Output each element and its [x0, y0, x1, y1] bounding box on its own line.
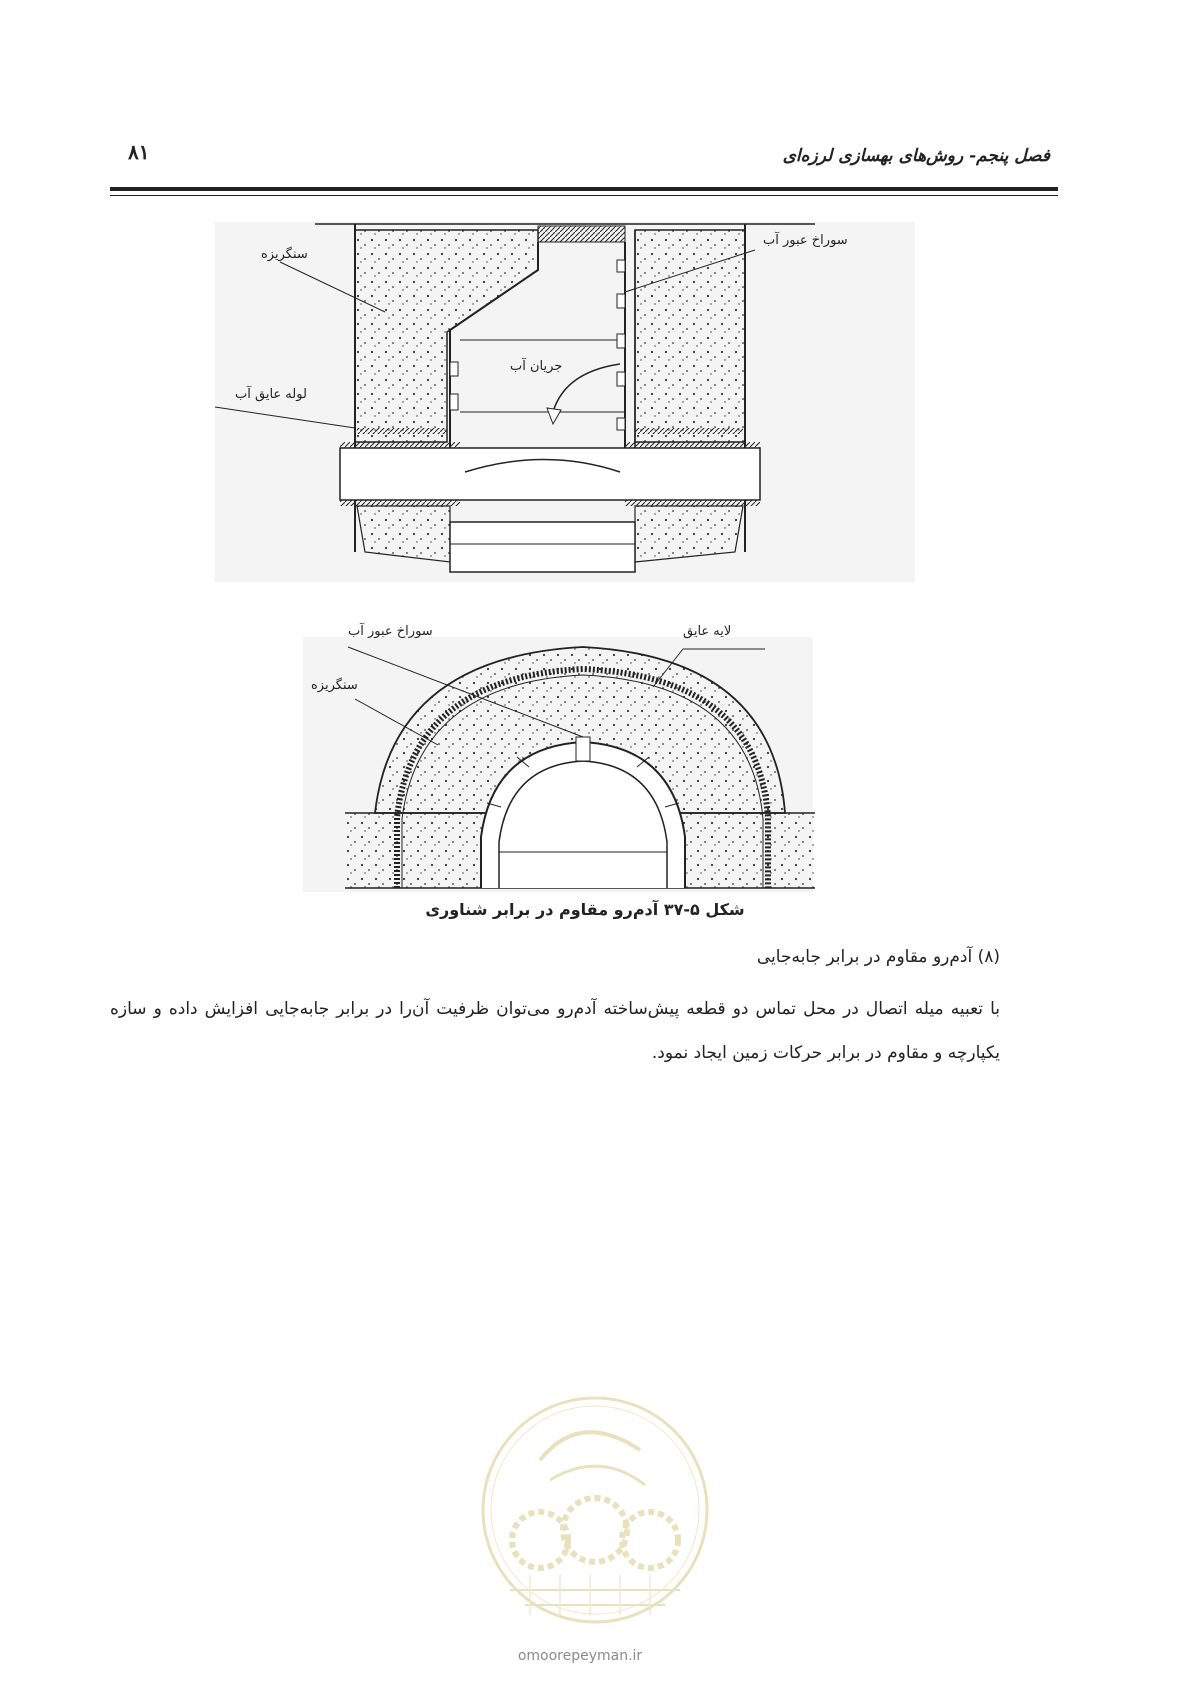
header-rule-thick	[110, 187, 1058, 191]
label-gravel-bottom: سنگریزه	[311, 678, 358, 693]
label-water-hole-bottom: سوراخ عبور آب	[348, 624, 433, 639]
body-paragraph: با تعبیه میله اتصال در محل تماس دو قطعه پیش‌ساخته آدم‌رو می‌توان ظرفیت آن‌را در برابر جابه‌جایی افزایش داده و سازه یکپارچه و مقاوم در برابر حرکات زمین ایجاد نمود.	[110, 999, 1000, 1063]
running-head: فصل پنجم- روش‌های بهسازی لرزه‌ای	[782, 146, 1050, 166]
label-insulating-layer: لایه عایق	[683, 624, 732, 639]
arch-section-figure	[303, 624, 863, 899]
label-water-hole: سوراخ عبور آب	[763, 233, 848, 248]
footer-url: omoorepeyman.ir	[517, 1648, 643, 1664]
manhole-section-figure	[215, 222, 915, 622]
arch-section-drawing	[303, 624, 863, 899]
watermark-logo	[470, 1390, 720, 1630]
label-water-flow: جریان آب	[510, 359, 563, 374]
header-rule-thin	[110, 195, 1058, 196]
label-gravel: سنگریزه	[261, 247, 308, 262]
page-number: ۸۱	[128, 140, 150, 164]
label-insulated-pipe: لوله عایق آب	[235, 387, 307, 402]
figure-caption: شکل ۵-۳۷ آدم‌رو مقاوم در برابر شناوری	[425, 900, 745, 919]
watermark-seal-icon	[470, 1390, 720, 1630]
manhole-section-drawing	[215, 222, 915, 622]
section-heading: (۸) آدم‌رو مقاوم در برابر جابه‌جایی	[756, 947, 1000, 967]
